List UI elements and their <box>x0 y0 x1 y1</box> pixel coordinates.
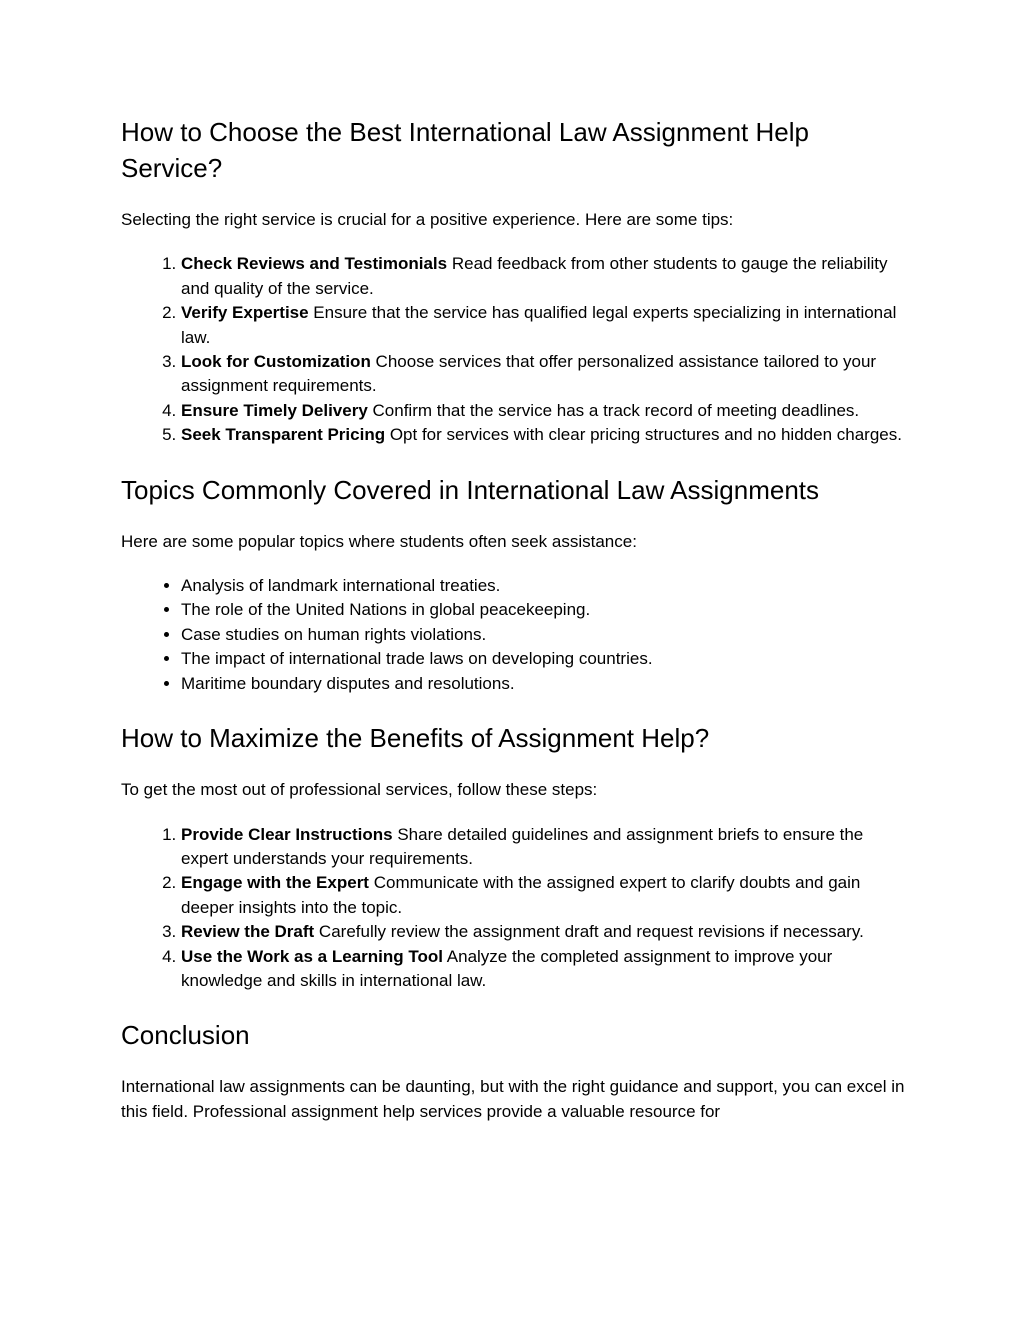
section-heading-topics: Topics Commonly Covered in International Law Assignments <box>121 474 820 505</box>
list-item-bold: Check Reviews and Testimonials <box>181 254 448 274</box>
list-item-text: Confirm that the service has a track record of meeting deadlines. <box>367 400 860 420</box>
list-item <box>181 301 911 350</box>
list-item <box>181 350 911 399</box>
list-item: • The impact of international trade laws on developing countries. <box>181 647 911 671</box>
list-item-text: Ensure that the service has qualified legal experts specializing in international law. <box>181 303 897 347</box>
steps-list <box>121 823 911 994</box>
list-item-text: Share detailed guidelines and assignment briefs to ensure the expert understands your requirements. <box>181 824 864 868</box>
list-item: • Case studies on human rights violations. <box>181 623 911 647</box>
list-item-bold: Verify Expertise <box>181 303 309 323</box>
section-heading-maximize-benefits: How to Maximize the Benefits of Assignment Help? <box>121 723 710 754</box>
document-page <box>121 114 911 1124</box>
list-item-bold: Use the Work as a Learning Tool <box>181 946 443 966</box>
list-item: • Analysis of landmark international treaties. <box>181 574 911 598</box>
section-heading-choose-service: How to Choose the Best International Law Assignment Help Service? <box>121 117 809 183</box>
list-item <box>181 920 911 944</box>
list-item-bold: Look for Customization <box>181 352 371 372</box>
list-item-bold: Provide Clear Instructions <box>181 824 393 844</box>
list-item-bold: Ensure Timely Delivery <box>181 400 368 420</box>
list-item-text: Opt for services with clear pricing structures and no hidden charges. <box>385 425 902 445</box>
section-intro-topics: Here are some popular topics where students often seek assistance: <box>121 531 637 551</box>
list-item-text: Communicate with the assigned expert to clarify doubts and gain deeper insights into the topic. <box>181 873 861 917</box>
list-item: • The role of the United Nations in global peacekeeping. <box>181 598 911 622</box>
list-item-bold: Review the Draft <box>181 922 315 942</box>
list-item: • Maritime boundary disputes and resolutions. <box>181 672 911 696</box>
list-item-text: Read feedback from other students to gauge the reliability and quality of the service. <box>181 254 888 298</box>
list-item-text: Carefully review the assignment draft and request revisions if necessary. <box>314 922 864 942</box>
tips-list <box>121 252 911 447</box>
list-item <box>181 823 911 872</box>
topics-list <box>121 574 911 696</box>
list-item <box>181 399 911 423</box>
list-item <box>181 945 911 994</box>
section-heading-conclusion: Conclusion <box>121 1020 250 1051</box>
list-item-bold: Seek Transparent Pricing <box>181 425 386 445</box>
list-item-text: Analyze the completed assignment to improve your knowledge and skills in international law. <box>181 946 833 990</box>
conclusion-paragraph: International law assignments can be daunting, but with the right guidance and support, you can excel in this field. Professional assignment help services provide a valuable resource for <box>121 1077 905 1121</box>
list-item <box>181 871 911 920</box>
section-intro-maximize-benefits: To get the most out of professional services, follow these steps: <box>121 780 598 800</box>
list-item-text: Choose services that offer personalized assistance tailored to your assignment requirements. <box>181 352 877 396</box>
list-item-bold: Engage with the Expert <box>181 873 369 893</box>
list-item <box>181 423 911 447</box>
list-item <box>181 252 911 301</box>
section-intro-choose-service: Selecting the right service is crucial for a positive experience. Here are some tips: <box>121 210 734 229</box>
